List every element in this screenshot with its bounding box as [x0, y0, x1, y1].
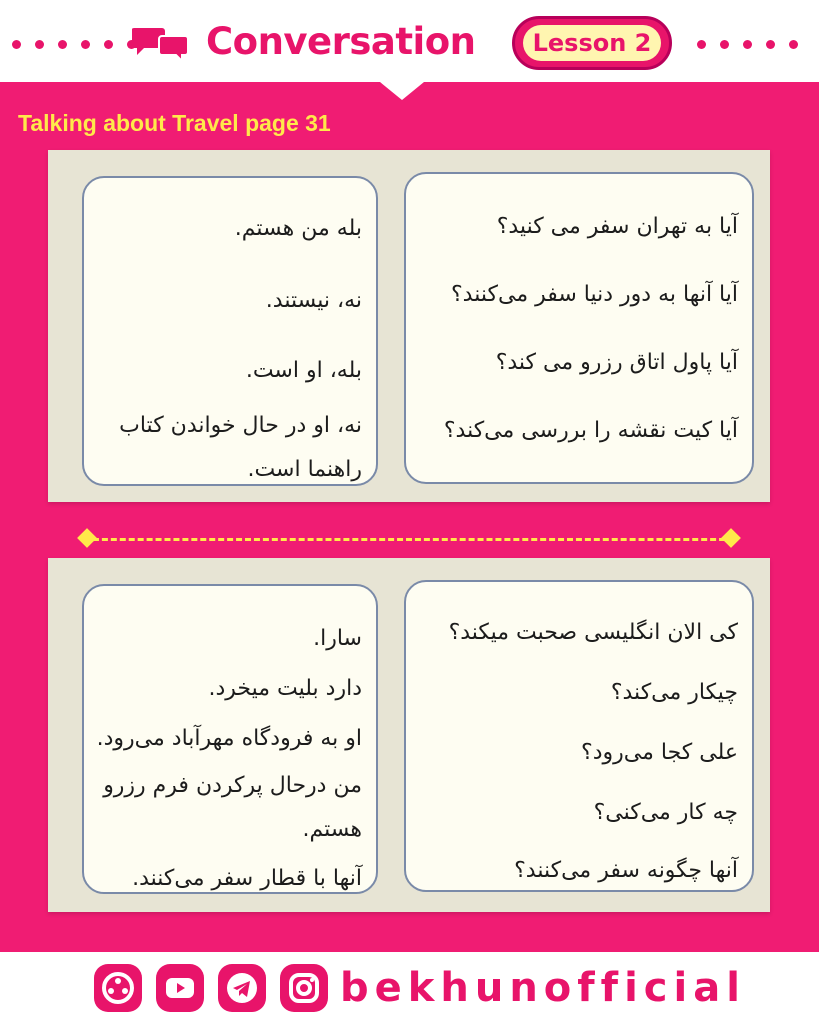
question-text: کی الان انگلیسی صحبت میکند؟ [448, 620, 738, 645]
question-text: چه کار می‌کنی؟ [593, 800, 738, 825]
question-text: آنها چگونه سفر می‌کنند؟ [514, 858, 738, 883]
answer-text: آنها با قطار سفر می‌کنند. [132, 866, 362, 891]
answer-text: بله، او است. [245, 358, 362, 383]
question-text: آیا آنها به دور دنیا سفر می‌کنند؟ [451, 282, 738, 307]
lesson-subtitle: Talking about Travel page 31 [18, 110, 331, 136]
question-text: علی کجا می‌رود؟ [581, 740, 738, 765]
answer-text: نه، او در حال خواندن کتاب راهنما است. [119, 413, 362, 482]
lesson-badge [512, 16, 672, 70]
conversation-card-2 [48, 558, 770, 912]
question-text: چیکار می‌کند؟ [610, 680, 738, 705]
page-title: Conversation [206, 20, 476, 63]
answer-text: دارد بلیت میخرد. [208, 676, 362, 701]
answer-text: بله من هستم. [234, 216, 362, 241]
decorative-dots-left [12, 40, 136, 49]
question-text: آیا کیت نقشه را بررسی می‌کند؟ [443, 418, 738, 443]
questions-box [404, 172, 754, 484]
answer-text: نه، نیستند. [265, 288, 362, 313]
instagram-icon[interactable] [280, 964, 328, 1012]
answers-box [82, 176, 378, 486]
decorative-dots-right [697, 40, 798, 49]
answers-box [82, 584, 378, 894]
questions-box [404, 580, 754, 892]
question-text: آیا پاول اتاق رزرو می کند؟ [495, 350, 738, 375]
film-reel-icon[interactable] [94, 964, 142, 1012]
chat-bubbles-icon [132, 24, 190, 62]
conversation-card-1 [48, 150, 770, 502]
header-notch [380, 82, 424, 100]
header [0, 0, 819, 82]
telegram-icon[interactable] [218, 964, 266, 1012]
youtube-icon[interactable] [156, 964, 204, 1012]
answer-text: او به فرودگاه مهرآباد می‌رود. [96, 726, 362, 751]
answer-text: من درحال پرکردن فرم رزرو هستم. [103, 773, 362, 842]
lesson-label: Lesson 2 [523, 25, 661, 61]
answer-text: سارا. [313, 626, 362, 651]
question-text: آیا به تهران سفر می کنید؟ [496, 214, 738, 239]
social-handle[interactable]: bekhunofficial [340, 965, 746, 1011]
section-divider [84, 538, 734, 541]
